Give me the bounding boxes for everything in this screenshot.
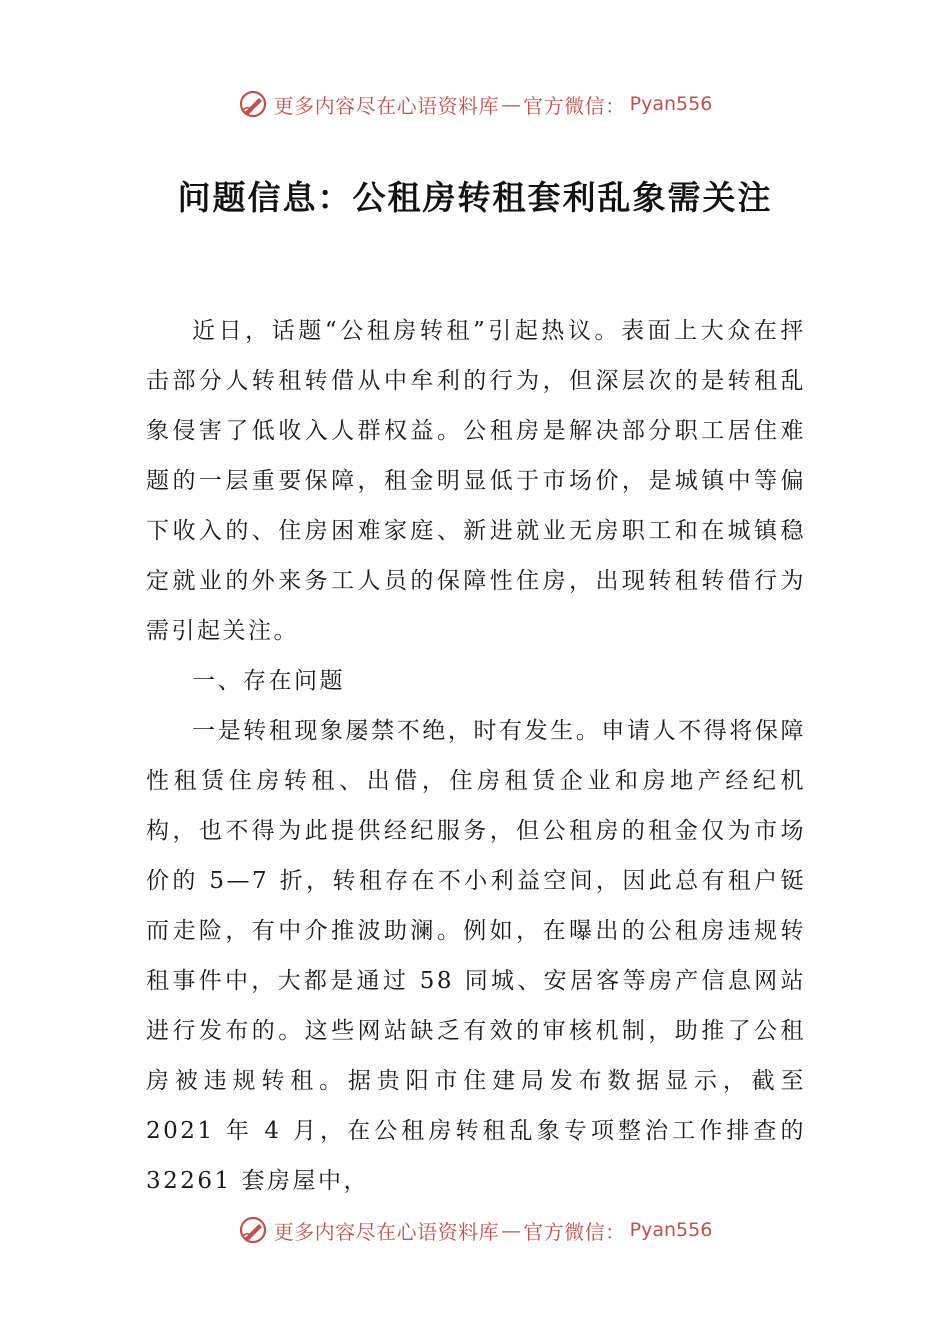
intro-paragraph: 近日，话题“公租房转租”引起热议。表面上大众在抨击部分人转租转借从中牟利的行为，但深层次的是转租乱象侵害了低收入人群权益。公租房是解决部分职工居住难题的一层重要保障，租金明显低于市场价，是城镇中等偏下收入的、住房困难家庭、新进就业无房职工和在城镇稳定就业的外来务工人员的保障性住房，出现转租转借行为需引起关注。: [146, 318, 806, 644]
watermark-contact-label: 官方微信：: [523, 1219, 626, 1244]
section-heading: 一、存在问题: [192, 668, 345, 694]
watermark-separator: —: [501, 1218, 522, 1242]
watermark-handle: Pyan556: [629, 1219, 713, 1241]
pen-logo-icon: [238, 89, 268, 119]
pen-logo-icon: [238, 1215, 268, 1245]
watermark-separator: —: [501, 92, 522, 116]
watermark-contact-label: 官方微信：: [523, 93, 626, 118]
footer-watermark: [0, 1210, 950, 1250]
header-watermark: [0, 84, 950, 124]
watermark-handle: Pyan556: [629, 93, 713, 115]
article-body: [146, 306, 806, 1206]
watermark-text: 更多内容尽在心语资料库: [273, 1219, 500, 1244]
page-title: 问题信息：公租房转租套利乱象需关注: [177, 178, 773, 217]
body-paragraph: 一是转租现象屡禁不绝，时有发生。申请人不得将保障性租赁住房转租、出借，住房租赁企业和房地产经纪机构，也不得为此提供经纪服务，但公租房的租金仅为市场价的 5—7 折，转租存在不小利益空间，因此总有租户铤而走险，有中介推波助澜。例如，在曝出的公租房违规转租事件中，大都是通过 58 同城、安居客等房产信息网站进行发布的。这些网站缺乏有效的审核机制，助推了公租房被违规转租。据贵阳市住建局发布数据显示，截至 2021 年 4 月，在公租房转租乱象专项整治工作排查的 32261 套房屋中，: [146, 718, 806, 1194]
watermark-text: 更多内容尽在心语资料库: [273, 93, 500, 118]
